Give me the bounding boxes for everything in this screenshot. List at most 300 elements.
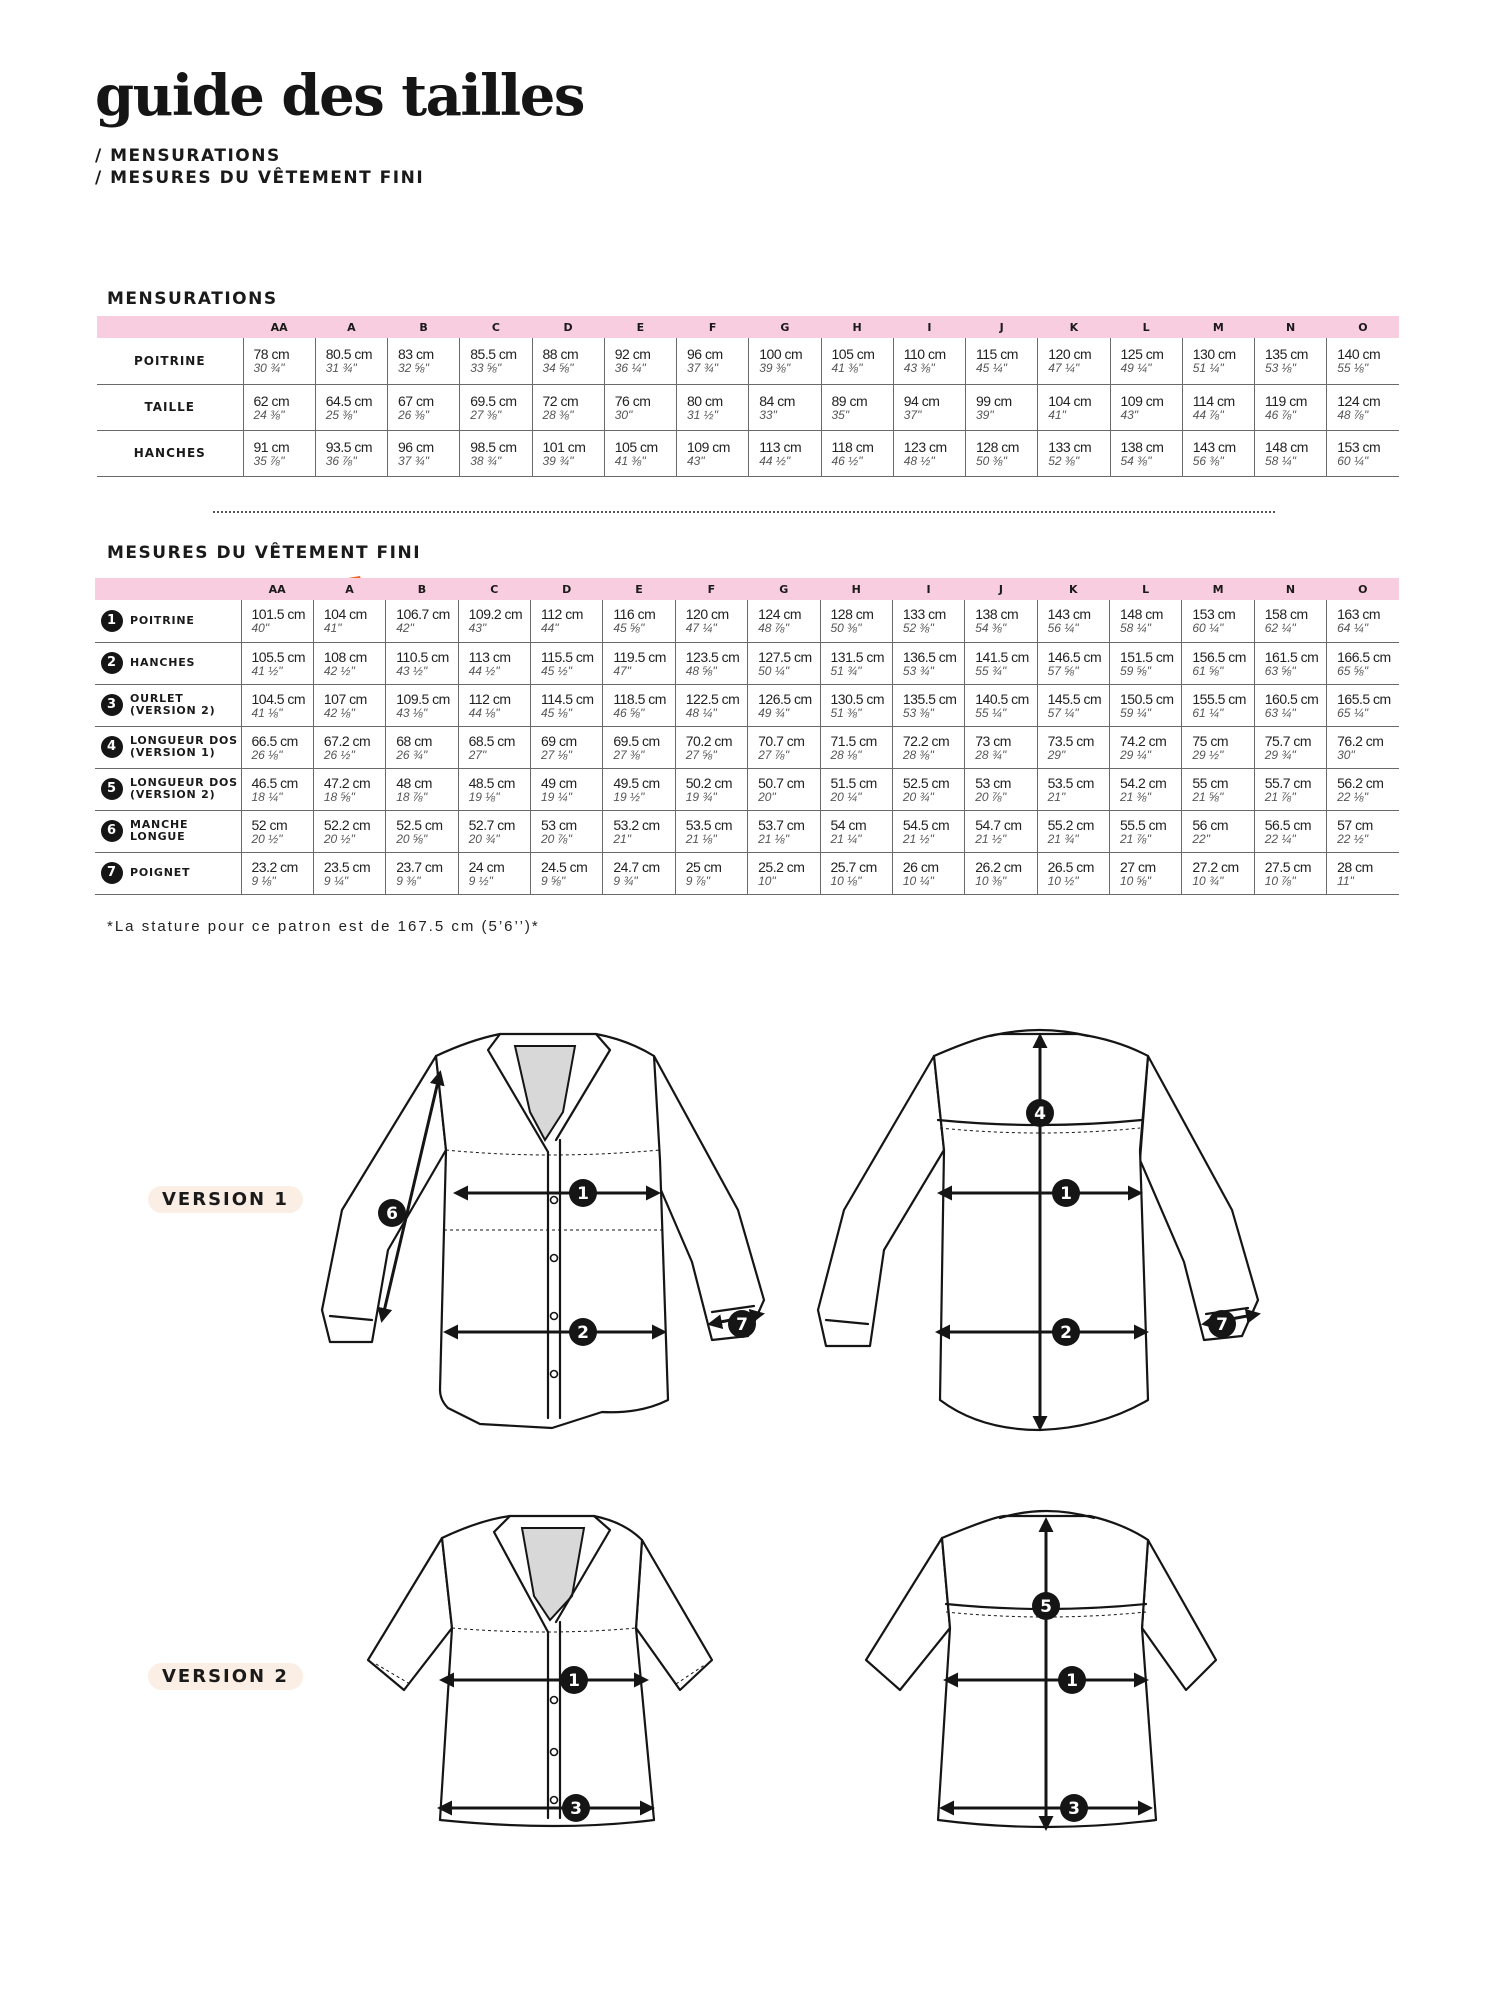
value-cm: 26.5 cm bbox=[1047, 858, 1094, 875]
version-1-label: VERSION 1 bbox=[148, 1186, 303, 1213]
value-inch: 42 ⅛" bbox=[323, 705, 355, 720]
value-inch: 65 ¼" bbox=[1337, 705, 1369, 720]
value-inch: 57 ⅝" bbox=[1047, 663, 1079, 678]
row-label-text: (VERSION 1) bbox=[130, 746, 216, 759]
value-cm: 48.5 cm bbox=[468, 774, 515, 791]
value-inch: 61 ⅝" bbox=[1192, 663, 1224, 678]
value-cm: 153 cm bbox=[1192, 606, 1236, 623]
value-cm: 96 cm bbox=[687, 346, 723, 363]
value-inch: 21" bbox=[1047, 789, 1066, 804]
value-cm: 55.2 cm bbox=[1047, 816, 1094, 833]
value-cm: 156.5 cm bbox=[1192, 648, 1246, 665]
value-inch: 60 ¼" bbox=[1192, 621, 1224, 636]
value-cm: 75 cm bbox=[1192, 732, 1228, 749]
size-header-c: C bbox=[491, 320, 500, 334]
value-inch: 51 ¼" bbox=[1192, 361, 1224, 376]
value-inch: 36 ⅞" bbox=[325, 453, 357, 468]
value-inch: 21 ⅜" bbox=[1120, 789, 1151, 804]
badge-3-back bbox=[1060, 1794, 1088, 1822]
value-cm: 112 cm bbox=[541, 606, 583, 623]
row-number-badge: 7 bbox=[101, 862, 123, 884]
value-cm: 27 cm bbox=[1120, 858, 1156, 875]
value-cm: 56.2 cm bbox=[1337, 774, 1384, 791]
value-inch: 31 ¾" bbox=[325, 361, 357, 376]
value-cm: 130.5 cm bbox=[830, 690, 885, 707]
value-cm: 57 cm bbox=[1337, 816, 1373, 833]
value-inch: 44" bbox=[541, 621, 559, 636]
value-cm: 68 cm bbox=[396, 732, 432, 749]
value-inch: 44 ⅛" bbox=[468, 705, 500, 720]
value-cm: 67.2 cm bbox=[323, 732, 371, 749]
value-cm: 123.5 cm bbox=[685, 648, 740, 665]
svg-text:7: 7 bbox=[1216, 1315, 1228, 1335]
value-inch: 27 ⅝" bbox=[685, 747, 717, 762]
size-header-f: F bbox=[707, 582, 716, 596]
stature-note: *La stature pour ce patron est de 167.5 cm (5’6’’)* bbox=[107, 918, 540, 935]
row-label-text: POITRINE bbox=[130, 613, 195, 627]
size-header-a: A bbox=[347, 320, 356, 334]
value-inch: 19 ½" bbox=[613, 789, 645, 804]
value-cm: 85.5 cm bbox=[470, 346, 517, 363]
v2-back-shirt bbox=[866, 1511, 1216, 1827]
value-inch: 18 ⅞" bbox=[396, 789, 428, 804]
value-cm: 67 cm bbox=[398, 392, 434, 409]
value-cm: 89 cm bbox=[831, 392, 868, 409]
value-cm: 101 cm bbox=[542, 438, 586, 455]
value-inch: 37" bbox=[903, 407, 922, 422]
size-header-m: M bbox=[1212, 320, 1224, 334]
value-cm: 130 cm bbox=[1192, 346, 1236, 363]
subtitle-mesures-fini: / MESURES DU VÊTEMENT FINI bbox=[95, 168, 425, 188]
value-inch: 50 ⅜" bbox=[830, 621, 862, 636]
value-inch: 41 ½" bbox=[251, 663, 283, 678]
value-cm: 110.5 cm bbox=[396, 648, 449, 665]
value-inch: 21 ⅛" bbox=[685, 831, 717, 846]
value-cm: 99 cm bbox=[976, 392, 1012, 409]
value-cm: 72.2 cm bbox=[902, 732, 950, 749]
value-inch: 19 ¼" bbox=[541, 789, 572, 804]
size-header-e: E bbox=[635, 582, 643, 596]
value-cm: 53 cm bbox=[541, 816, 577, 833]
value-cm: 120 cm bbox=[685, 606, 729, 623]
value-cm: 141.5 cm bbox=[975, 648, 1029, 665]
value-cm: 143 cm bbox=[1047, 606, 1091, 623]
value-cm: 155.5 cm bbox=[1192, 690, 1246, 707]
value-cm: 53.7 cm bbox=[758, 816, 805, 833]
value-inch: 48 ⅞" bbox=[758, 621, 790, 636]
value-cm: 166.5 cm bbox=[1337, 648, 1391, 665]
value-inch: 47" bbox=[613, 663, 631, 678]
size-header-o: O bbox=[1358, 320, 1368, 334]
value-cm: 70.2 cm bbox=[685, 732, 733, 749]
size-header-l: L bbox=[1142, 320, 1150, 334]
value-cm: 119.5 cm bbox=[613, 648, 666, 665]
value-inch: 20" bbox=[758, 789, 776, 804]
value-inch: 9 ⅛" bbox=[251, 873, 276, 888]
subtitle-mensurations: / MENSURATIONS bbox=[95, 146, 281, 166]
value-cm: 128 cm bbox=[830, 606, 874, 623]
value-inch: 29" bbox=[1047, 747, 1066, 762]
value-inch: 56 ¼" bbox=[1047, 621, 1079, 636]
value-cm: 25.2 cm bbox=[758, 858, 805, 875]
value-cm: 116 cm bbox=[613, 606, 656, 623]
value-inch: 10 ⅜" bbox=[975, 873, 1007, 888]
value-cm: 28 cm bbox=[1337, 858, 1373, 875]
value-inch: 39 ¾" bbox=[542, 453, 574, 468]
value-inch: 49 ¾" bbox=[758, 705, 790, 720]
value-cm: 49 cm bbox=[541, 774, 577, 791]
value-inch: 65 ⅝" bbox=[1337, 663, 1369, 678]
v2-front-left-sleeve bbox=[368, 1538, 452, 1690]
svg-text:1: 1 bbox=[577, 1184, 589, 1204]
value-inch: 22 ½" bbox=[1337, 831, 1369, 846]
page-title: guide des tailles bbox=[95, 63, 584, 129]
value-inch: 9 ¾" bbox=[613, 873, 638, 888]
row-label: HANCHES bbox=[97, 430, 243, 476]
value-inch: 9 ½" bbox=[468, 873, 493, 888]
value-inch: 22 ¼" bbox=[1264, 831, 1296, 846]
value-inch: 47 ¼" bbox=[685, 621, 717, 636]
value-cm: 100 cm bbox=[759, 346, 803, 363]
svg-text:1: 1 bbox=[1060, 1184, 1072, 1204]
size-header-c: C bbox=[490, 582, 499, 596]
value-cm: 73.5 cm bbox=[1047, 732, 1094, 749]
value-inch: 9 ¼" bbox=[323, 873, 349, 888]
value-inch: 41" bbox=[1048, 407, 1066, 422]
section-title-mesures-fini: MESURES DU VÊTEMENT FINI bbox=[107, 543, 422, 563]
value-cm: 50.2 cm bbox=[685, 774, 733, 791]
value-cm: 83 cm bbox=[398, 346, 434, 363]
value-inch: 30" bbox=[614, 407, 633, 422]
value-inch: 52 ⅜" bbox=[902, 621, 934, 636]
v1-back-shirt bbox=[818, 1030, 1258, 1430]
value-cm: 91 cm bbox=[253, 438, 290, 455]
value-cm: 96 cm bbox=[398, 438, 434, 455]
size-header-b: B bbox=[417, 582, 427, 596]
value-cm: 145.5 cm bbox=[1047, 690, 1102, 707]
size-header-h: H bbox=[851, 582, 861, 596]
section-title-mensurations: MENSURATIONS bbox=[107, 289, 278, 309]
value-inch: 45 ¼" bbox=[976, 361, 1007, 376]
value-cm: 124 cm bbox=[758, 606, 802, 623]
row-number-badge: 4 bbox=[101, 736, 123, 758]
value-inch: 55 ¾" bbox=[975, 663, 1007, 678]
value-cm: 54 cm bbox=[830, 816, 867, 833]
value-cm: 151.5 cm bbox=[1120, 648, 1174, 665]
value-cm: 120 cm bbox=[1048, 346, 1092, 363]
size-header-k: K bbox=[1069, 582, 1078, 596]
value-inch: 48 ¼" bbox=[685, 705, 717, 720]
value-inch: 57 ¼" bbox=[1047, 705, 1079, 720]
value-inch: 56 ⅜" bbox=[1192, 453, 1224, 468]
value-inch: 41 ⅜" bbox=[614, 453, 646, 468]
size-header-m: M bbox=[1212, 582, 1224, 596]
value-inch: 43 ½" bbox=[396, 663, 428, 678]
value-cm: 98.5 cm bbox=[470, 438, 517, 455]
value-inch: 46 ⅝" bbox=[613, 705, 645, 720]
value-inch: 39" bbox=[976, 407, 994, 422]
value-inch: 18 ¼" bbox=[251, 789, 283, 804]
value-cm: 107 cm bbox=[323, 690, 367, 707]
row-label-text: LONGUE bbox=[130, 830, 186, 843]
badge-7-back bbox=[1208, 1310, 1236, 1338]
value-inch: 43 ⅛" bbox=[396, 705, 428, 720]
value-cm: 101.5 cm bbox=[251, 606, 306, 623]
value-cm: 104 cm bbox=[323, 606, 367, 623]
value-cm: 23.7 cm bbox=[396, 858, 443, 875]
row-number-badge: 1 bbox=[101, 610, 123, 632]
badge-6 bbox=[378, 1199, 406, 1227]
badge-1-back bbox=[1052, 1179, 1080, 1207]
value-inch: 61 ¼" bbox=[1192, 705, 1224, 720]
value-cm: 54.5 cm bbox=[902, 816, 950, 833]
svg-text:3: 3 bbox=[1068, 1799, 1080, 1819]
value-cm: 66.5 cm bbox=[251, 732, 298, 749]
value-cm: 84 cm bbox=[759, 392, 795, 409]
size-header-g: G bbox=[779, 582, 789, 596]
value-inch: 20 ½" bbox=[251, 831, 283, 846]
value-cm: 93.5 cm bbox=[325, 438, 373, 455]
value-inch: 29 ¾" bbox=[1264, 747, 1296, 762]
size-header-a: A bbox=[345, 582, 354, 596]
value-inch: 10 ⅞" bbox=[1264, 873, 1296, 888]
value-inch: 53 ⅜" bbox=[902, 705, 934, 720]
svg-text:4: 4 bbox=[1034, 1104, 1046, 1124]
value-inch: 30" bbox=[1337, 747, 1355, 762]
value-inch: 53 ¾" bbox=[902, 663, 934, 678]
row-label-text: (VERSION 2) bbox=[130, 704, 216, 717]
size-header-f: F bbox=[708, 320, 717, 334]
svg-text:7: 7 bbox=[736, 1315, 748, 1335]
value-inch: 10" bbox=[758, 873, 776, 888]
svg-text:1: 1 bbox=[1066, 1671, 1078, 1691]
value-cm: 118.5 cm bbox=[613, 690, 666, 707]
value-cm: 46.5 cm bbox=[251, 774, 298, 791]
value-inch: 50 ⅜" bbox=[976, 453, 1007, 468]
value-inch: 54 ⅜" bbox=[975, 621, 1007, 636]
value-inch: 27 ⅛" bbox=[541, 747, 572, 762]
value-inch: 44 ½" bbox=[468, 663, 500, 678]
value-inch: 20 ⅞" bbox=[975, 789, 1007, 804]
size-header-o: O bbox=[1358, 582, 1368, 596]
value-inch: 63 ⅝" bbox=[1264, 663, 1296, 678]
value-inch: 20 ⅝" bbox=[396, 831, 428, 846]
value-inch: 59 ¼" bbox=[1120, 705, 1151, 720]
value-inch: 21 ½" bbox=[975, 831, 1007, 846]
value-inch: 46 ⅞" bbox=[1265, 407, 1296, 422]
value-inch: 43" bbox=[1120, 407, 1139, 422]
value-cm: 140.5 cm bbox=[975, 690, 1029, 707]
v2-front-shirt bbox=[368, 1516, 712, 1826]
value-cm: 74.2 cm bbox=[1120, 732, 1167, 749]
value-cm: 51.5 cm bbox=[830, 774, 877, 791]
value-inch: 28 ⅜" bbox=[902, 747, 934, 762]
value-cm: 106.7 cm bbox=[396, 606, 450, 623]
value-cm: 125 cm bbox=[1120, 346, 1164, 363]
value-cm: 126.5 cm bbox=[758, 690, 812, 707]
badge-7 bbox=[728, 1310, 756, 1338]
row-number-badge: 2 bbox=[101, 652, 123, 674]
value-cm: 146.5 cm bbox=[1047, 648, 1102, 665]
value-cm: 25.7 cm bbox=[830, 858, 877, 875]
value-cm: 69.5 cm bbox=[470, 392, 517, 409]
value-inch: 21 ¼" bbox=[830, 831, 862, 846]
value-cm: 115.5 cm bbox=[541, 648, 594, 665]
value-inch: 26 ½" bbox=[323, 747, 355, 762]
row-number-badge: 6 bbox=[101, 820, 123, 842]
value-cm: 136.5 cm bbox=[902, 648, 957, 665]
value-inch: 24 ⅜" bbox=[253, 407, 285, 422]
value-inch: 9 ⅞" bbox=[685, 873, 711, 888]
size-header-h: H bbox=[852, 320, 862, 334]
value-inch: 35" bbox=[831, 407, 850, 422]
value-cm: 88 cm bbox=[542, 346, 579, 363]
value-inch: 50 ¼" bbox=[758, 663, 790, 678]
value-inch: 43" bbox=[468, 621, 487, 636]
value-cm: 24.5 cm bbox=[541, 858, 588, 875]
value-cm: 112 cm bbox=[468, 690, 511, 707]
value-cm: 26 cm bbox=[902, 858, 939, 875]
value-cm: 148 cm bbox=[1120, 606, 1163, 623]
value-cm: 23.5 cm bbox=[323, 858, 371, 875]
value-cm: 64.5 cm bbox=[325, 392, 373, 409]
value-cm: 25 cm bbox=[685, 858, 722, 875]
value-inch: 48 ⅞" bbox=[1337, 407, 1369, 422]
value-cm: 113 cm bbox=[759, 438, 802, 455]
value-cm: 69.5 cm bbox=[613, 732, 660, 749]
value-inch: 42 ½" bbox=[323, 663, 355, 678]
value-inch: 42" bbox=[396, 621, 414, 636]
value-cm: 163 cm bbox=[1337, 606, 1381, 623]
value-cm: 52.5 cm bbox=[396, 816, 443, 833]
v1-back-right-sleeve bbox=[1140, 1056, 1258, 1340]
value-cm: 69 cm bbox=[541, 732, 577, 749]
value-cm: 143 cm bbox=[1192, 438, 1236, 455]
value-inch: 20 ¾" bbox=[902, 789, 934, 804]
value-cm: 48 cm bbox=[396, 774, 432, 791]
value-cm: 52.5 cm bbox=[902, 774, 950, 791]
badge-1 bbox=[569, 1179, 597, 1207]
value-cm: 122.5 cm bbox=[685, 690, 740, 707]
size-header-i: I bbox=[927, 320, 932, 334]
value-inch: 36 ¼" bbox=[614, 361, 646, 376]
value-inch: 64 ¼" bbox=[1337, 621, 1369, 636]
value-inch: 21 ½" bbox=[902, 831, 934, 846]
value-inch: 21" bbox=[613, 831, 631, 846]
size-header-aa: AA bbox=[270, 320, 288, 334]
value-inch: 28 ¾" bbox=[975, 747, 1007, 762]
svg-text:3: 3 bbox=[570, 1799, 582, 1819]
value-cm: 73 cm bbox=[975, 732, 1011, 749]
badge-5 bbox=[1032, 1592, 1060, 1620]
value-cm: 50.7 cm bbox=[758, 774, 805, 791]
value-cm: 105 cm bbox=[614, 438, 658, 455]
value-inch: 51 ¾" bbox=[830, 663, 862, 678]
value-inch: 25 ⅜" bbox=[325, 407, 357, 422]
value-inch: 21 ⅝" bbox=[1192, 789, 1224, 804]
value-inch: 43" bbox=[687, 453, 705, 468]
value-inch: 32 ⅝" bbox=[398, 361, 429, 376]
svg-text:2: 2 bbox=[577, 1323, 589, 1343]
value-inch: 9 ⅝" bbox=[541, 873, 566, 888]
value-cm: 113 cm bbox=[468, 648, 511, 665]
size-header-g: G bbox=[780, 320, 790, 334]
value-cm: 110 cm bbox=[903, 346, 946, 363]
value-inch: 39 ⅜" bbox=[759, 361, 791, 376]
value-inch: 55 ¼" bbox=[975, 705, 1007, 720]
value-cm: 26.2 cm bbox=[975, 858, 1022, 875]
value-cm: 62 cm bbox=[253, 392, 290, 409]
value-cm: 55.7 cm bbox=[1264, 774, 1312, 791]
value-inch: 44 ⅞" bbox=[1192, 407, 1224, 422]
v1-front-shirt bbox=[322, 1034, 764, 1428]
v2-back-right-sleeve bbox=[1142, 1540, 1216, 1690]
value-inch: 37 ¾" bbox=[687, 361, 718, 376]
svg-text:1: 1 bbox=[568, 1671, 580, 1691]
value-inch: 55 ⅛" bbox=[1337, 361, 1369, 376]
value-cm: 109 cm bbox=[1120, 392, 1164, 409]
value-cm: 123 cm bbox=[903, 438, 947, 455]
value-cm: 135 cm bbox=[1265, 346, 1308, 363]
value-cm: 104 cm bbox=[1048, 392, 1092, 409]
size-header-d: D bbox=[562, 582, 572, 596]
value-cm: 114 cm bbox=[1192, 392, 1235, 409]
value-cm: 55 cm bbox=[1192, 774, 1228, 791]
value-inch: 26 ⅜" bbox=[398, 407, 429, 422]
size-header-n: N bbox=[1286, 320, 1296, 334]
value-inch: 44 ½" bbox=[759, 453, 791, 468]
value-inch: 26 ⅛" bbox=[251, 747, 283, 762]
value-cm: 53.5 cm bbox=[1047, 774, 1094, 791]
value-inch: 45 ⅛" bbox=[541, 705, 572, 720]
badge-1-v2-back bbox=[1058, 1666, 1086, 1694]
value-cm: 135.5 cm bbox=[902, 690, 957, 707]
size-header-d: D bbox=[563, 320, 573, 334]
value-inch: 58 ¼" bbox=[1120, 621, 1151, 636]
value-inch: 47 ¼" bbox=[1048, 361, 1080, 376]
value-cm: 94 cm bbox=[903, 392, 940, 409]
value-inch: 45 ½" bbox=[541, 663, 572, 678]
size-header-i: I bbox=[926, 582, 931, 596]
value-inch: 27 ⅜" bbox=[613, 747, 645, 762]
size-header-e: E bbox=[636, 320, 645, 334]
value-inch: 19 ⅛" bbox=[468, 789, 500, 804]
value-inch: 27 ⅜" bbox=[470, 407, 502, 422]
row-label-text: MANCHE bbox=[130, 818, 189, 831]
value-cm: 80.5 cm bbox=[325, 346, 373, 363]
value-cm: 76.2 cm bbox=[1337, 732, 1384, 749]
value-cm: 27.2 cm bbox=[1192, 858, 1239, 875]
row-number-badge: 3 bbox=[101, 694, 123, 716]
value-inch: 48 ⅝" bbox=[685, 663, 717, 678]
value-cm: 24 cm bbox=[468, 858, 505, 875]
version-2-label: VERSION 2 bbox=[148, 1663, 303, 1690]
value-inch: 28 ⅛" bbox=[830, 747, 862, 762]
value-inch: 21 ⅛" bbox=[758, 831, 790, 846]
value-cm: 72 cm bbox=[542, 392, 579, 409]
value-cm: 71.5 cm bbox=[830, 732, 877, 749]
svg-text:2: 2 bbox=[1060, 1323, 1072, 1343]
value-inch: 58 ¼" bbox=[1265, 453, 1296, 468]
row-label-text: HANCHES bbox=[130, 656, 196, 669]
value-inch: 20 ¼" bbox=[830, 789, 862, 804]
v2-back-left-sleeve bbox=[866, 1538, 950, 1690]
value-cm: 124 cm bbox=[1337, 392, 1381, 409]
value-inch: 29 ½" bbox=[1192, 747, 1224, 762]
badge-1-v2 bbox=[560, 1666, 588, 1694]
value-inch: 38 ¾" bbox=[470, 453, 502, 468]
value-inch: 49 ¼" bbox=[1120, 361, 1152, 376]
